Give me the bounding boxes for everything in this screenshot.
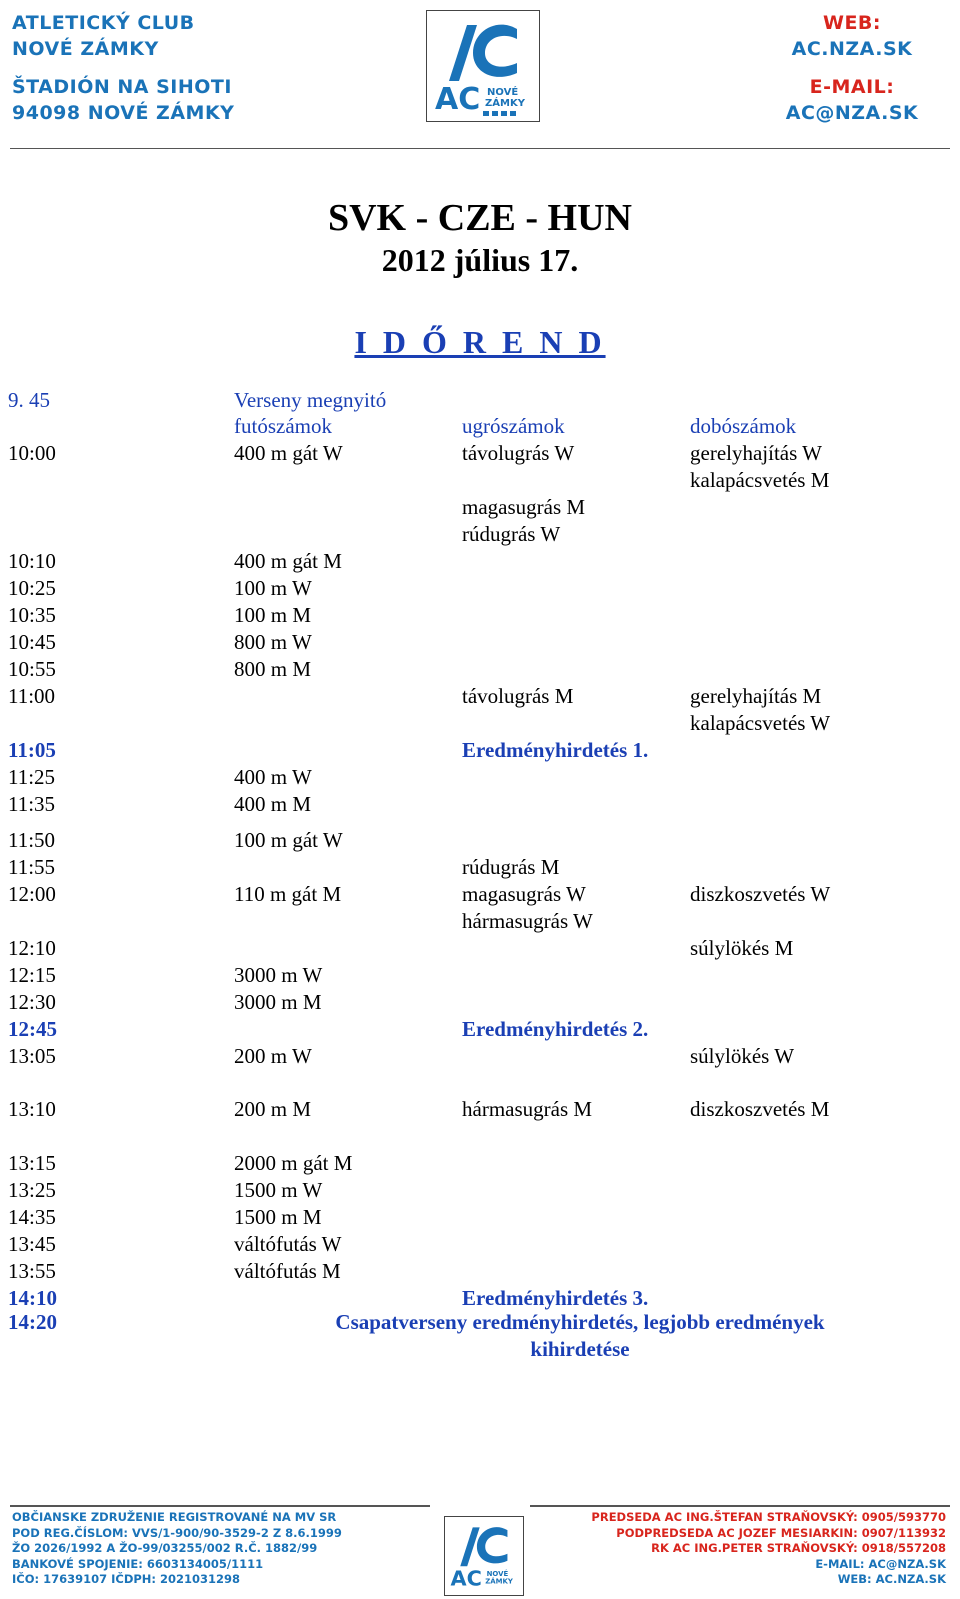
row-running: 100 m M [234,603,312,627]
svg-text:ZÁMKY: ZÁMKY [485,1577,513,1586]
row-running: 800 m M [234,657,312,681]
opening-row [0,387,960,414]
row-jumping: hármasugrás M [462,1097,593,1121]
footer-right-line: PREDSEDA AC ING.ŠTEFAN STRAŇOVSKÝ: 0905/593770 [591,1510,946,1524]
row-running: 400 m M [234,792,312,816]
row-running: 800 m W [234,630,312,654]
schedule-row [0,881,960,908]
row-time: 12:30 [8,990,56,1014]
schedule-row [0,1016,960,1043]
row-time: 11:25 [8,765,56,789]
row-jumping: magasugrás M [462,495,586,519]
row-time: 12:00 [8,882,56,906]
stadium-line: ŠTADIÓN NA SIHOTI [12,76,232,98]
row-throwing: kalapácsvetés M [690,468,830,492]
row-running: 110 m gát M [234,882,342,906]
email-label: E-MAIL: [809,76,895,98]
row-time: 10:35 [8,603,56,627]
row-jumping: rúdugrás M [462,855,560,879]
row-jumping: rúdugrás W [462,522,561,546]
footer-divider-left [10,1505,430,1507]
row-time: 13:15 [8,1151,56,1175]
svg-text:NOVÉ: NOVÉ [487,87,519,98]
row-time: 14:10 [8,1286,57,1310]
row-running: 3000 m W [234,963,323,987]
opening-label: Verseny megnyitó [234,388,387,412]
row-time: 10:25 [8,576,56,600]
schedule-row [0,1150,960,1177]
row-time: 12:10 [8,936,56,960]
row-jumping: távolugrás M [462,684,574,708]
row-throwing: súlylökés W [690,1044,795,1068]
row-jumping: Eredményhirdetés 1. [462,738,649,762]
schedule-row [0,791,960,818]
row-jumping: Eredményhirdetés 2. [462,1017,649,1041]
svg-text:AC: AC [450,1566,482,1591]
row-time: 10:55 [8,657,56,681]
schedule-row [0,989,960,1016]
footer-contacts [546,1510,946,1588]
row-time: 13:10 [8,1097,56,1121]
row-running: 1500 m M [234,1205,322,1229]
schedule-row [0,629,960,656]
schedule-row [0,908,960,935]
footer-registration [12,1510,432,1588]
header-running: futószámok [234,414,332,438]
web-label: WEB: [822,12,882,34]
postal-line: 94098 NOVÉ ZÁMKY [12,102,235,124]
row-running: 200 m W [234,1044,312,1068]
row-time: 13:05 [8,1044,56,1068]
schedule-row [0,548,960,575]
svg-text:AC: AC [435,82,481,117]
schedule-row [0,656,960,683]
schedule-row [0,737,960,764]
row-throwing: diszkoszvetés M [690,1097,830,1121]
row-time: 13:55 [8,1259,56,1283]
schedule-row [0,854,960,881]
event-title: SVK - CZE - HUN [327,197,633,239]
row-time: 10:45 [8,630,56,654]
row-time: 11:05 [8,738,56,762]
row-running: váltófutás M [234,1259,341,1283]
schedule-row [0,683,960,710]
web-link[interactable]: AC.NZA.SK [791,38,913,60]
row-running: 1500 m W [234,1178,323,1202]
final-row-cont [0,1336,960,1363]
row-time: 11:35 [8,792,56,816]
club-name-line2: NOVÉ ZÁMKY [12,38,159,60]
row-throwing: diszkoszvetés W [690,882,831,906]
footer-left-line: IČO: 17639107 IČDPH: 2021031298 [12,1572,241,1586]
header-jumping: ugrószámok [462,414,565,438]
row-time: 11:55 [8,855,56,879]
schedule-row [0,1096,960,1123]
schedule-row [0,1258,960,1285]
schedule-row [0,1285,960,1312]
row-throwing: gerelyhajítás W [690,441,822,465]
row-running: 400 m gát W [234,441,343,465]
row-time: 11:50 [8,828,56,852]
schedule-title: I D Ő R E N D [354,324,606,360]
row-running: 3000 m M [234,990,322,1014]
footer-right-line: RK AC ING.PETER STRAŇOVSKÝ: 0918/557208 [651,1541,946,1555]
opening-time: 9. 45 [8,388,50,412]
row-time: 10:10 [8,549,56,573]
email-link[interactable]: AC@NZA.SK [785,102,919,124]
row-running: 200 m M [234,1097,312,1121]
schedule-row [0,494,960,521]
schedule-row [0,935,960,962]
row-time: 12:45 [8,1017,57,1041]
row-running: 400 m gát M [234,549,342,573]
row-time: 10:00 [8,441,56,465]
row-jumping: Eredményhirdetés 3. [462,1286,649,1310]
footer-left-line: OBČIANSKE ZDRUŽENIE REGISTROVANÉ NA MV SR [12,1510,337,1524]
footer-web[interactable]: WEB: AC.NZA.SK [837,1572,946,1586]
row-running: 100 m gát W [234,828,343,852]
event-date: 2012 július 17. [381,242,579,278]
schedule-row [0,1177,960,1204]
column-headers [0,413,960,440]
final-row [0,1309,960,1336]
row-running: váltófutás W [234,1232,342,1256]
svg-text:NOVÉ: NOVÉ [486,1569,509,1578]
row-throwing: kalapácsvetés W [690,711,831,735]
schedule-row [0,1231,960,1258]
schedule-row [0,1043,960,1070]
final-time: 14:20 [8,1310,57,1334]
row-jumping: magasugrás W [462,882,586,906]
row-jumping: hármasugrás W [462,909,593,933]
row-jumping: távolugrás W [462,441,575,465]
club-name-line1: ATLETICKÝ CLUB [12,12,195,34]
row-time: 13:25 [8,1178,56,1202]
schedule-row [0,521,960,548]
footer-left-line: POD REG.ČÍSLOM: VVS/1-900/90-3529-2 Z 8.6.1999 [12,1525,342,1540]
schedule-row [0,962,960,989]
header-throwing: dobószámok [690,414,797,438]
schedule-row [0,575,960,602]
footer-email[interactable]: E-MAIL: AC@NZA.SK [815,1556,946,1571]
row-time: 14:35 [8,1205,56,1229]
final-line2: kihirdetése [530,1337,630,1361]
schedule-row [0,440,960,467]
schedule-row [0,827,960,854]
schedule-row [0,710,960,737]
row-time: 12:15 [8,963,56,987]
schedule-row [0,602,960,629]
schedule-row [0,1204,960,1231]
footer-right-line: PODPREDSEDA AC JOZEF MESIARKIN: 0907/113932 [616,1525,946,1540]
final-line1: Csapatverseny eredményhirdetés, legjobb eredmények [335,1310,825,1334]
footer-left-line: ŽO 2026/1992 A ŽO-99/03255/002 R.Č. 1882/99 [12,1541,318,1555]
footer-left-line: BANKOVÉ SPOJENIE: 6603134005/1111 [12,1556,264,1571]
schedule-row [0,764,960,791]
svg-text:ZÁMKY: ZÁMKY [485,98,525,109]
row-time: 11:00 [8,684,56,708]
footer-logo [444,1516,524,1596]
row-running: 400 m W [234,765,312,789]
footer-divider-right [530,1505,950,1507]
schedule-row [0,467,960,494]
row-throwing: gerelyhajítás M [690,684,822,708]
row-running: 100 m W [234,576,312,600]
row-throwing: súlylökés M [690,936,794,960]
row-time: 13:45 [8,1232,56,1256]
row-running: 2000 m gát M [234,1151,353,1175]
